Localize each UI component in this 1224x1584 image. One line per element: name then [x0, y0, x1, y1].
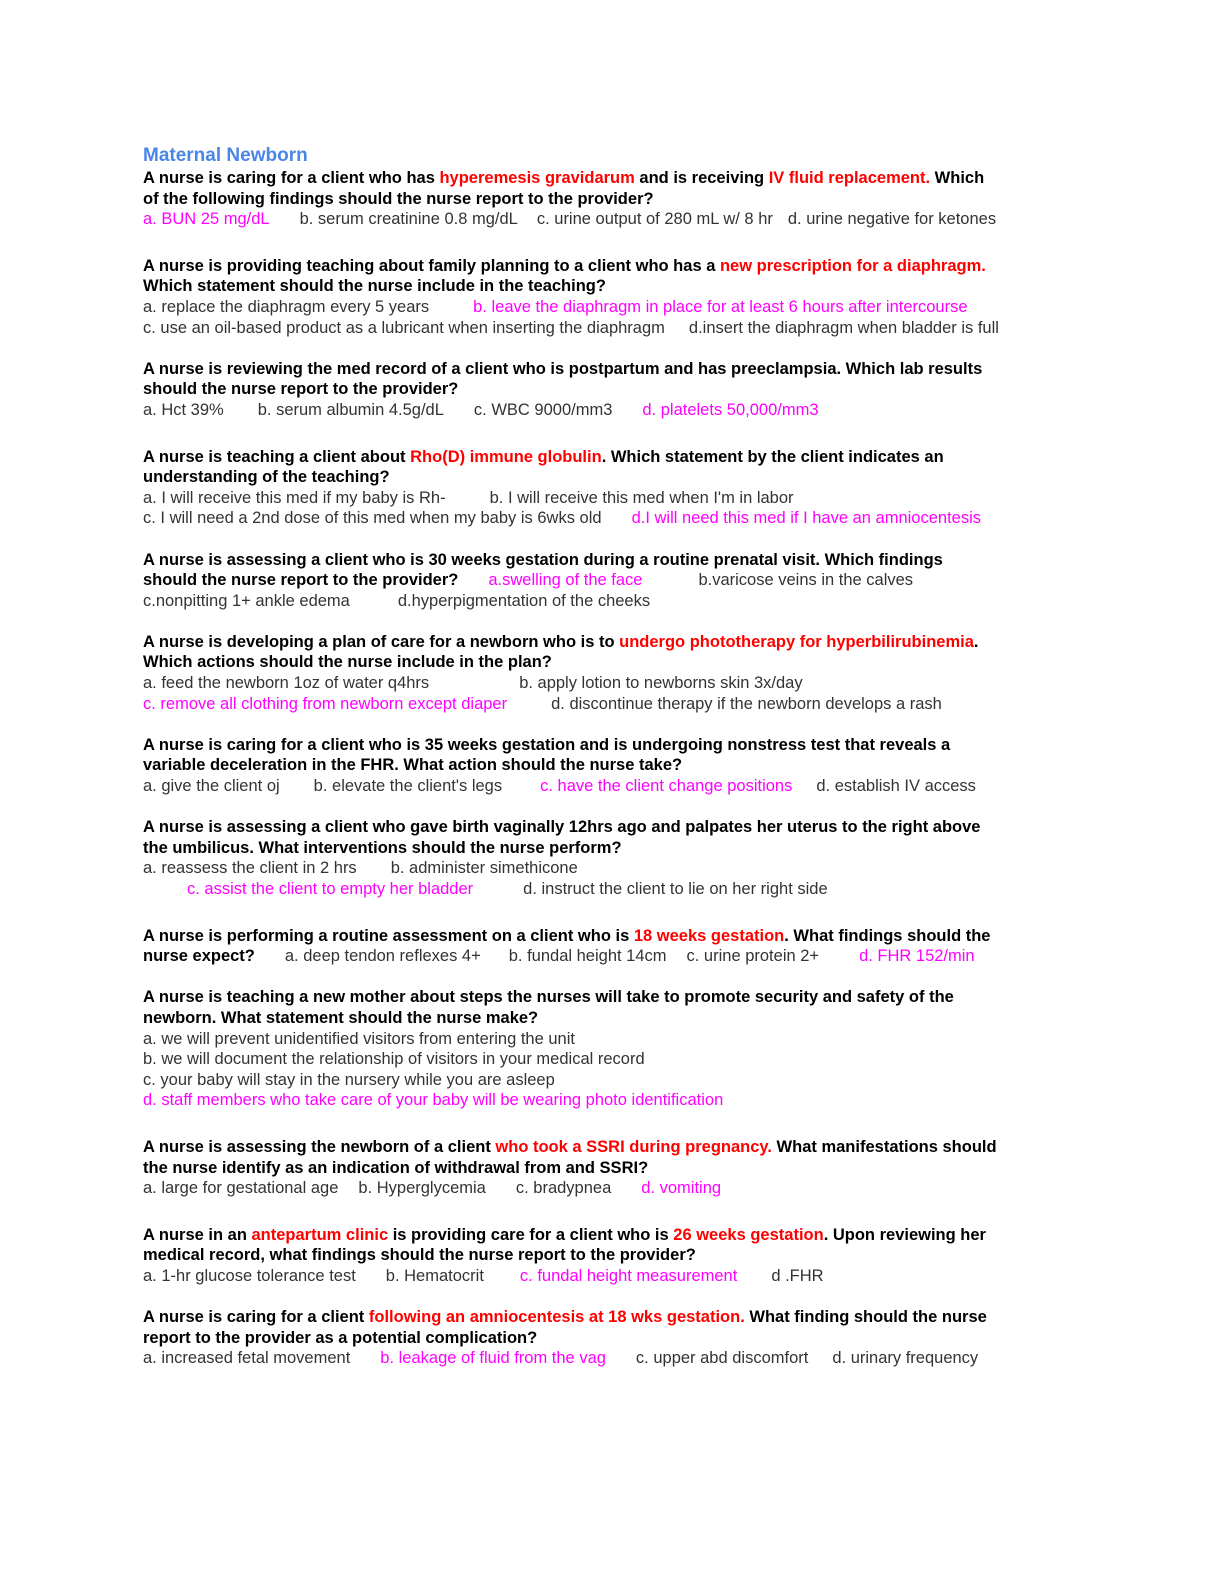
question-6-options-line-2	[143, 694, 1083, 715]
question-13-stem-line-2: report to the provider as a potential complication?	[143, 1328, 538, 1347]
question-8	[143, 817, 1083, 899]
question-12-options	[143, 1266, 1083, 1287]
question-2-option-c: c. use an oil-based product as a lubricant when inserting the diaphragm	[143, 318, 665, 337]
question-4-text: A nurse is teaching a client about	[143, 447, 411, 466]
question-6-options-line-1	[143, 673, 1083, 694]
question-4-stem-line-2: understanding of the teaching?	[143, 468, 390, 487]
question-8-option-d: d. instruct the client to lie on her right side	[523, 880, 828, 898]
question-10	[143, 987, 1083, 1111]
question-10-option-a: a. we will prevent unidentified visitors from entering the unit	[143, 1029, 575, 1048]
question-6-stem-line-2: Which actions should the nurse include in the plan?	[143, 653, 552, 672]
question-13-option-c: c. upper abd discomfort	[635, 1349, 809, 1368]
question-6-option-c: c. remove all clothing from newborn except diaper	[143, 694, 508, 713]
question-8-options-line-1	[143, 858, 1083, 879]
question-9-stem-line-1	[143, 926, 1083, 947]
question-5-option-d: d.hyperpigmentation of the cheeks	[397, 591, 651, 610]
question-2-options-line-2	[143, 318, 1083, 339]
question-1-options	[143, 209, 1083, 230]
question-1-option-a: a. BUN 25 mg/dL	[143, 210, 270, 229]
question-4-option-a: a. I will receive this med if my baby is Rh-	[143, 488, 446, 507]
question-9-stem-line-2	[143, 946, 1083, 967]
question-6-highlight: undergo phototherapy for hyperbilirubinemia	[619, 632, 974, 651]
question-5-text: should the nurse report to the provider?	[143, 571, 459, 590]
question-5-option-c: c.nonpitting 1+ ankle edema	[143, 591, 350, 610]
question-5-options-line-2	[143, 591, 1083, 612]
question-10-stem-line-2: newborn. What statement should the nurse make?	[143, 1008, 539, 1027]
question-12-text: . Upon reviewing her	[823, 1225, 986, 1244]
question-1-text: and is receiving	[634, 169, 769, 187]
question-4-stem-line-1	[143, 447, 1083, 468]
question-4-text: . Which statement by the client indicates an	[601, 447, 944, 466]
question-10-stem-line-1: A nurse is teaching a new mother about steps the nurses will take to promote security and safety of the	[143, 988, 954, 1007]
question-8-option-c: c. assist the client to empty her bladder	[187, 880, 474, 898]
question-2-text: A nurse is providing teaching about family planning to a client who has a	[143, 256, 720, 275]
question-9-option-a: a. deep tendon reflexes 4+	[284, 947, 481, 966]
question-9-option-d: d. FHR 152/min	[859, 947, 975, 966]
question-3-options	[143, 400, 1083, 421]
question-12-option-a: a. 1-hr glucose tolerance test	[143, 1266, 356, 1285]
question-2-stem-line-2: Which statement should the nurse include in the teaching?	[143, 277, 606, 296]
question-13-highlight: following an amniocentesis at 18 wks gestation.	[368, 1308, 745, 1327]
question-8-stem-line-2: the umbilicus. What interventions should the nurse perform?	[143, 838, 622, 857]
question-12-option-d: d .FHR	[771, 1266, 824, 1285]
question-6	[143, 632, 1083, 714]
question-9-text: A nurse is performing a routine assessment on a client who is	[143, 926, 634, 945]
question-3-option-a: a. Hct 39%	[143, 400, 224, 419]
question-9-highlight: 18 weeks gestation	[633, 926, 785, 945]
question-1-option-b: b. serum creatinine 0.8 mg/dL	[299, 210, 518, 229]
question-4-option-c: c. I will need a 2nd dose of this med when my baby is 6wks old	[143, 509, 602, 528]
question-1-text: A nurse is caring for a client who has	[143, 169, 440, 187]
question-5-option-b: b.varicose veins in the calves	[698, 571, 914, 590]
question-13-option-b: b. leakage of fluid from the vag	[380, 1349, 606, 1368]
question-12-stem-line-1	[143, 1225, 1083, 1246]
question-9-text: nurse expect?	[143, 947, 255, 966]
question-4-options-line-2	[143, 508, 1083, 529]
question-9	[143, 926, 1083, 967]
question-6-stem-line-1	[143, 632, 1083, 653]
question-4-highlight: Rho(D) immune globulin	[410, 447, 602, 466]
question-11-options	[143, 1178, 1083, 1199]
question-2-option-b: b. leave the diaphragm in place for at least 6 hours after intercourse	[473, 297, 968, 316]
question-8-option-b: b. administer simethicone	[390, 859, 578, 878]
question-1-text: Which	[930, 169, 985, 187]
question-7-option-a: a. give the client oj	[143, 777, 280, 796]
question-12-highlight: antepartum clinic	[251, 1225, 389, 1244]
question-13	[143, 1307, 1083, 1369]
question-7-stem-line-1: A nurse is caring for a client who is 35 weeks gestation and is undergoing nonstress test that reveals a	[143, 735, 951, 754]
question-6-text: .	[973, 632, 979, 651]
question-6-option-a: a. feed the newborn 1oz of water q4hrs	[143, 674, 430, 693]
question-9-option-c: c. urine protein 2+	[686, 947, 820, 966]
question-13-text: What finding should the nurse	[744, 1308, 987, 1327]
question-7-options	[143, 776, 1083, 797]
question-1	[143, 168, 1083, 230]
question-2	[143, 256, 1083, 338]
question-7-option-b: b. elevate the client's legs	[313, 777, 503, 796]
question-2-option-a: a. replace the diaphragm every 5 years	[143, 297, 430, 316]
question-1-option-c: c. urine output of 280 mL w/ 8 hr	[536, 210, 773, 229]
question-6-text: A nurse is developing a plan of care for a newborn who is to	[143, 632, 620, 651]
question-12-option-c: c. fundal height measurement	[519, 1266, 738, 1285]
question-7	[143, 735, 1083, 797]
question-12-highlight: 26 weeks gestation	[673, 1225, 824, 1244]
question-13-option-d: d. urinary frequency	[832, 1349, 979, 1368]
question-12-text: A nurse in an	[143, 1225, 252, 1244]
question-5-option-a: a.swelling of the face	[488, 571, 643, 590]
question-4-option-d: d.I will need this med if I have an amniocentesis	[631, 509, 982, 528]
question-11-stem-line-1	[143, 1137, 1083, 1158]
question-2-highlight: new prescription for a diaphragm.	[719, 256, 986, 275]
question-1-stem-line-1	[143, 168, 1083, 189]
question-10-option-c: c. your baby will stay in the nursery while you are asleep	[143, 1070, 555, 1089]
question-12-option-b: b. Hematocrit	[385, 1266, 484, 1285]
question-13-option-a: a. increased fetal movement	[143, 1349, 351, 1368]
question-1-stem-line-2: of the following findings should the nurse report to the provider?	[143, 189, 654, 208]
question-11-option-a: a. large for gestational age	[143, 1179, 339, 1198]
question-8-stem-line-1: A nurse is assessing a client who gave birth vaginally 12hrs ago and palpates her uterus to the right above	[143, 818, 981, 837]
question-5-stem-line-1: A nurse is assessing a client who is 30 weeks gestation during a routine prenatal visit. Which findings	[143, 550, 943, 569]
question-11	[143, 1137, 1083, 1199]
question-1-option-d: d. urine negative for ketones	[787, 210, 997, 229]
question-3	[143, 359, 1083, 421]
question-11-option-c: c. bradypnea	[515, 1179, 612, 1198]
question-8-options-line-2	[143, 879, 1083, 900]
question-5	[143, 550, 1083, 612]
question-11-highlight: who took a SSRI during pregnancy.	[495, 1137, 772, 1156]
question-11-text: A nurse is assessing the newborn of a client	[143, 1137, 496, 1156]
question-9-text: . What findings should the	[784, 926, 991, 945]
question-13-text: A nurse is caring for a client	[143, 1308, 369, 1327]
question-3-stem-line-2: should the nurse report to the provider?	[143, 380, 459, 399]
question-13-options	[143, 1348, 1083, 1369]
question-7-option-d: d. establish IV access	[816, 777, 976, 796]
question-10-option-b: b. we will document the relationship of visitors in your medical record	[143, 1050, 645, 1069]
question-11-option-d: d. vomiting	[641, 1179, 722, 1198]
question-11-option-b: b. Hyperglycemia	[358, 1179, 486, 1198]
question-7-stem-line-2: variable deceleration in the FHR. What action should the nurse take?	[143, 756, 683, 775]
question-3-option-b: b. serum albumin 4.5g/dL	[257, 400, 444, 419]
question-4	[143, 447, 1083, 529]
question-7-option-c: c. have the client change positions	[540, 777, 793, 796]
question-2-option-d: d.insert the diaphragm when bladder is full	[688, 318, 999, 337]
question-12	[143, 1225, 1083, 1287]
question-2-stem-line-1	[143, 256, 1083, 277]
question-11-stem-line-2: the nurse identify as an indication of withdrawal from and SSRI?	[143, 1158, 649, 1177]
question-2-options-line-1	[143, 297, 1083, 318]
question-4-option-b: b. I will receive this med when I'm in labor	[489, 488, 794, 507]
question-11-text: What manifestations should	[771, 1137, 997, 1156]
document-title: Maternal Newborn	[143, 145, 308, 166]
question-3-option-c: c. WBC 9000/mm3	[473, 400, 613, 419]
question-3-stem-line-1: A nurse is reviewing the med record of a client who is postpartum and has preeclampsia. Which lab results	[143, 359, 983, 378]
document-page	[143, 144, 1083, 1369]
question-12-text: is providing care for a client who is	[388, 1225, 674, 1244]
question-8-option-a: a. reassess the client in 2 hrs	[143, 859, 357, 878]
question-1-highlight: IV fluid replacement.	[768, 169, 931, 187]
question-10-option-d: d. staff members who take care of your baby will be wearing photo identification	[143, 1091, 724, 1110]
question-6-option-d: d. discontinue therapy if the newborn develops a rash	[551, 694, 942, 713]
question-9-option-b: b. fundal height 14cm	[508, 947, 667, 966]
question-12-stem-line-2: medical record, what findings should the nurse report to the provider?	[143, 1246, 696, 1265]
question-6-option-b: b. apply lotion to newborns skin 3x/day	[519, 674, 803, 693]
question-13-stem-line-1	[143, 1307, 1083, 1328]
question-5-stem-line-2	[143, 570, 1083, 591]
question-4-options-line-1	[143, 488, 1083, 509]
question-3-option-d: d. platelets 50,000/mm3	[642, 400, 819, 419]
question-1-highlight: hyperemesis gravidarum	[439, 169, 635, 187]
